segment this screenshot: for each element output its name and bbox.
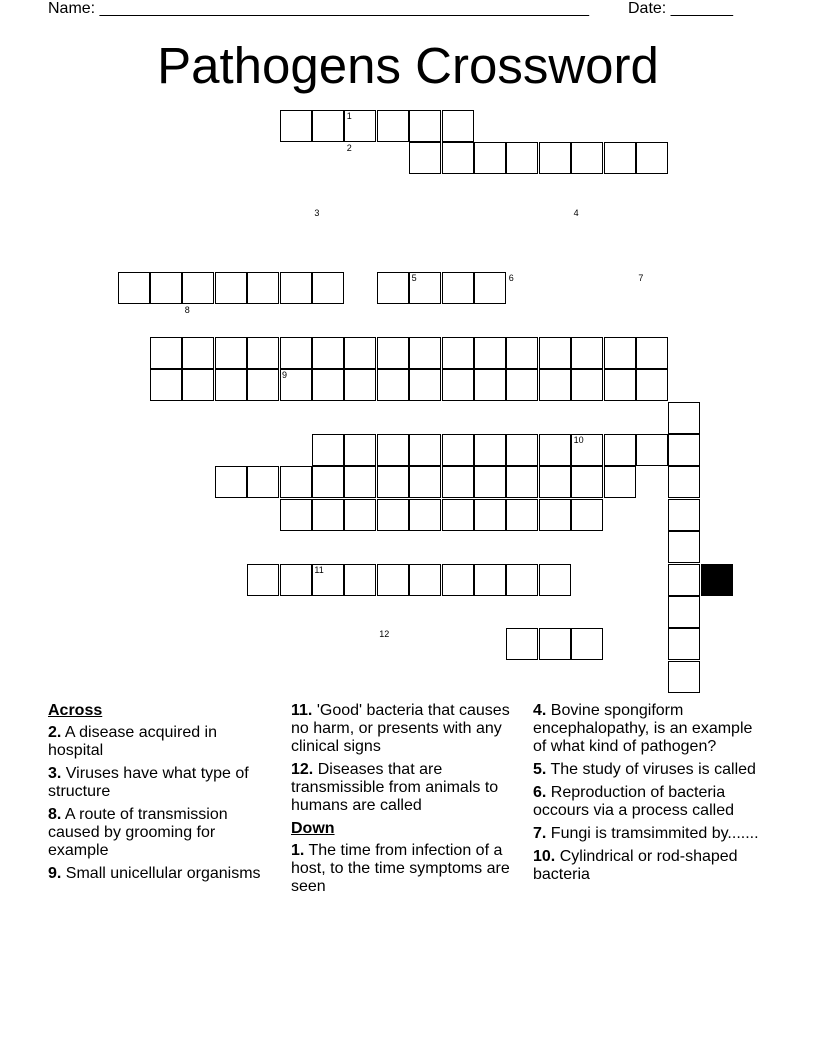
crossword-cell[interactable] [474, 272, 506, 304]
crossword-cell[interactable] [409, 564, 441, 596]
down-heading: Down [291, 820, 335, 837]
clue-number: 12. [291, 761, 314, 778]
crossword-cell[interactable] [571, 142, 603, 174]
crossword-cell[interactable] [312, 434, 344, 466]
crossword-cell[interactable] [312, 272, 344, 304]
crossword-cell[interactable] [280, 564, 312, 596]
crossword-cell[interactable] [604, 337, 636, 369]
crossword-cell[interactable] [442, 434, 474, 466]
clue-text: Diseases that are transmissible from animals to humans are called [291, 761, 499, 814]
crossword-cell[interactable] [280, 337, 312, 369]
crossword-cell[interactable] [442, 110, 474, 142]
crossword-cell[interactable] [409, 466, 441, 498]
page-title: Pathogens Crossword [157, 37, 659, 94]
crossword-cell[interactable] [668, 628, 700, 660]
cell-number: 5 [411, 273, 417, 283]
crossword-cell[interactable] [344, 337, 376, 369]
crossword-cell[interactable] [377, 110, 409, 142]
crossword-cell[interactable] [312, 337, 344, 369]
crossword-cell[interactable] [474, 434, 506, 466]
crossword-cell[interactable] [312, 369, 344, 401]
clue-down-5 [533, 761, 765, 779]
crossword-cell[interactable] [506, 369, 538, 401]
crossword-cell[interactable] [636, 434, 668, 466]
crossword-cell[interactable] [280, 466, 312, 498]
crossword-cell[interactable] [474, 466, 506, 498]
crossword-cell[interactable] [604, 434, 636, 466]
clue-column-2 [291, 702, 525, 901]
clue-across-2 [48, 724, 270, 760]
crossword-cell[interactable] [539, 142, 571, 174]
crossword-cell[interactable] [442, 272, 474, 304]
crossword-cell[interactable] [312, 466, 344, 498]
crossword-cell[interactable] [442, 499, 474, 531]
cell-number: 6 [508, 273, 514, 283]
crossword-cell[interactable] [409, 110, 441, 142]
crossword-cell[interactable] [668, 402, 700, 434]
crossword-cell[interactable] [604, 369, 636, 401]
crossword-cell[interactable] [668, 661, 700, 693]
clue-number: 1. [291, 842, 305, 859]
crossword-cell[interactable] [215, 272, 247, 304]
clue-text: Cylindrical or rod-shaped bacteria [533, 848, 738, 883]
crossword-cell[interactable] [539, 466, 571, 498]
crossword-cell[interactable] [506, 466, 538, 498]
crossword-cell[interactable] [442, 369, 474, 401]
crossword-cell[interactable] [118, 272, 150, 304]
clue-text: Bovine spongiform encephalopathy, is an example of what kind of pathogen? [533, 702, 753, 755]
crossword-cell[interactable] [377, 337, 409, 369]
crossword-cell[interactable] [344, 564, 376, 596]
clue-number: 7. [533, 825, 547, 842]
clue-number: 11. [291, 702, 313, 719]
crossword-cell[interactable] [636, 337, 668, 369]
clue-text: A route of transmission caused by grooming for example [48, 806, 228, 859]
clue-number: 3. [48, 765, 62, 782]
clue-number: 5. [533, 761, 547, 778]
crossword-cell[interactable] [506, 628, 538, 660]
shaded-cell [701, 564, 733, 596]
clue-number: 8. [48, 806, 62, 823]
cell-number: 10 [573, 435, 584, 445]
crossword-cell[interactable] [668, 531, 700, 563]
crossword-cell[interactable] [474, 499, 506, 531]
clue-number: 9. [48, 865, 62, 882]
crossword-cell[interactable] [247, 369, 279, 401]
clue-across-11 [291, 702, 525, 756]
crossword-cell[interactable] [150, 369, 182, 401]
crossword-cell[interactable] [150, 337, 182, 369]
crossword-cell[interactable] [506, 434, 538, 466]
crossword-cell[interactable] [442, 564, 474, 596]
clue-number: 4. [533, 702, 547, 719]
crossword-cell[interactable] [247, 337, 279, 369]
clue-across-8 [48, 806, 270, 860]
crossword-cell[interactable] [215, 369, 247, 401]
crossword-cell[interactable] [604, 466, 636, 498]
crossword-cell[interactable] [539, 564, 571, 596]
clue-text: Viruses have what type of structure [48, 765, 249, 800]
crossword-cell[interactable] [344, 369, 376, 401]
cell-number: 1 [346, 111, 352, 121]
crossword-cell[interactable] [280, 272, 312, 304]
cell-number: 7 [638, 273, 644, 283]
crossword-cell[interactable] [442, 337, 474, 369]
clue-number: 10. [533, 848, 556, 865]
crossword-cell[interactable] [539, 499, 571, 531]
crossword-cell[interactable] [247, 564, 279, 596]
clue-column-3 [533, 702, 765, 889]
crossword-cell[interactable] [182, 369, 214, 401]
crossword-cell[interactable] [442, 466, 474, 498]
crossword-cell[interactable] [474, 564, 506, 596]
crossword-cell[interactable] [571, 499, 603, 531]
clue-text: 'Good' bacteria that causes no harm, or presents with any clinical signs [291, 702, 510, 755]
crossword-cell[interactable] [474, 337, 506, 369]
clue-down-1 [291, 842, 525, 896]
crossword-cell[interactable] [442, 142, 474, 174]
crossword-cell[interactable] [636, 142, 668, 174]
crossword-cell[interactable] [604, 142, 636, 174]
crossword-cell[interactable] [539, 369, 571, 401]
crossword-cell[interactable] [280, 499, 312, 531]
cell-number: 9 [282, 370, 288, 381]
crossword-cell[interactable] [539, 337, 571, 369]
crossword-cell[interactable] [668, 466, 700, 498]
across-heading: Across [48, 702, 103, 719]
clue-down-7 [533, 825, 765, 843]
crossword-cell[interactable] [377, 434, 409, 466]
crossword-cell[interactable] [506, 337, 538, 369]
clue-across-12 [291, 761, 525, 815]
crossword-cell[interactable] [377, 369, 409, 401]
clue-text: Small unicellular organisms [65, 865, 261, 882]
crossword-cell[interactable] [668, 434, 700, 466]
crossword-cell[interactable] [409, 434, 441, 466]
crossword-cell[interactable] [377, 499, 409, 531]
crossword-cell[interactable] [668, 564, 700, 596]
clue-across-3 [48, 765, 270, 801]
clue-down-10 [533, 848, 765, 884]
crossword-cell[interactable] [150, 272, 182, 304]
crossword-cell[interactable] [247, 272, 279, 304]
cell-number: 3 [314, 208, 320, 219]
crossword-cell[interactable] [344, 466, 376, 498]
clue-across-9 [48, 865, 270, 883]
crossword-cell[interactable] [506, 142, 538, 174]
crossword-cell[interactable] [474, 369, 506, 401]
crossword-cell[interactable] [409, 337, 441, 369]
crossword-cell[interactable] [215, 466, 247, 498]
crossword-cell[interactable] [668, 499, 700, 531]
cell-number: 11 [314, 564, 324, 575]
crossword-cell[interactable] [280, 110, 312, 142]
clue-text: A disease acquired in hospital [48, 724, 218, 759]
crossword-cell[interactable] [506, 564, 538, 596]
crossword-cell[interactable] [474, 142, 506, 174]
clue-number: 2. [48, 724, 62, 741]
crossword-cell[interactable] [377, 466, 409, 498]
crossword-cell[interactable] [539, 628, 571, 660]
cell-number: 8 [184, 305, 190, 316]
crossword-cell[interactable] [409, 142, 441, 174]
date-field[interactable]: Date: _______ [628, 0, 733, 17]
crossword-cell[interactable] [409, 499, 441, 531]
crossword-cell[interactable] [377, 564, 409, 596]
crossword-cell[interactable] [668, 596, 700, 628]
crossword-cell[interactable] [636, 369, 668, 401]
cell-number: 2 [346, 143, 352, 154]
crossword-cell[interactable] [312, 110, 344, 142]
name-field[interactable]: Name: _______________________________________________________ [48, 0, 589, 17]
crossword-cell[interactable] [182, 337, 214, 369]
crossword-cell[interactable] [312, 499, 344, 531]
clue-text: The study of viruses is called [550, 761, 756, 778]
clue-text: Fungi is tramsimmited by....... [550, 825, 759, 842]
cell-number: 4 [573, 208, 579, 219]
crossword-cell[interactable] [506, 499, 538, 531]
crossword-cell[interactable] [571, 337, 603, 369]
clue-number: 6. [533, 784, 547, 801]
crossword-cell[interactable] [571, 466, 603, 498]
clue-column-1 [48, 702, 270, 888]
crossword-cell[interactable] [409, 369, 441, 401]
crossword-cell[interactable] [182, 272, 214, 304]
clue-down-6 [533, 784, 765, 820]
crossword-cell[interactable] [344, 434, 376, 466]
crossword-cell[interactable] [571, 628, 603, 660]
clue-down-4 [533, 702, 765, 756]
crossword-cell[interactable] [539, 434, 571, 466]
crossword-cell[interactable] [344, 499, 376, 531]
cell-number: 12 [379, 629, 390, 640]
crossword-cell[interactable] [571, 369, 603, 401]
crossword-cell[interactable] [215, 337, 247, 369]
crossword-cell[interactable] [247, 466, 279, 498]
crossword-cell[interactable] [377, 272, 409, 304]
clue-text: The time from infection of a host, to the time symptoms are seen [291, 842, 510, 895]
clue-text: Reproduction of bacteria occours via a process called [533, 784, 734, 819]
